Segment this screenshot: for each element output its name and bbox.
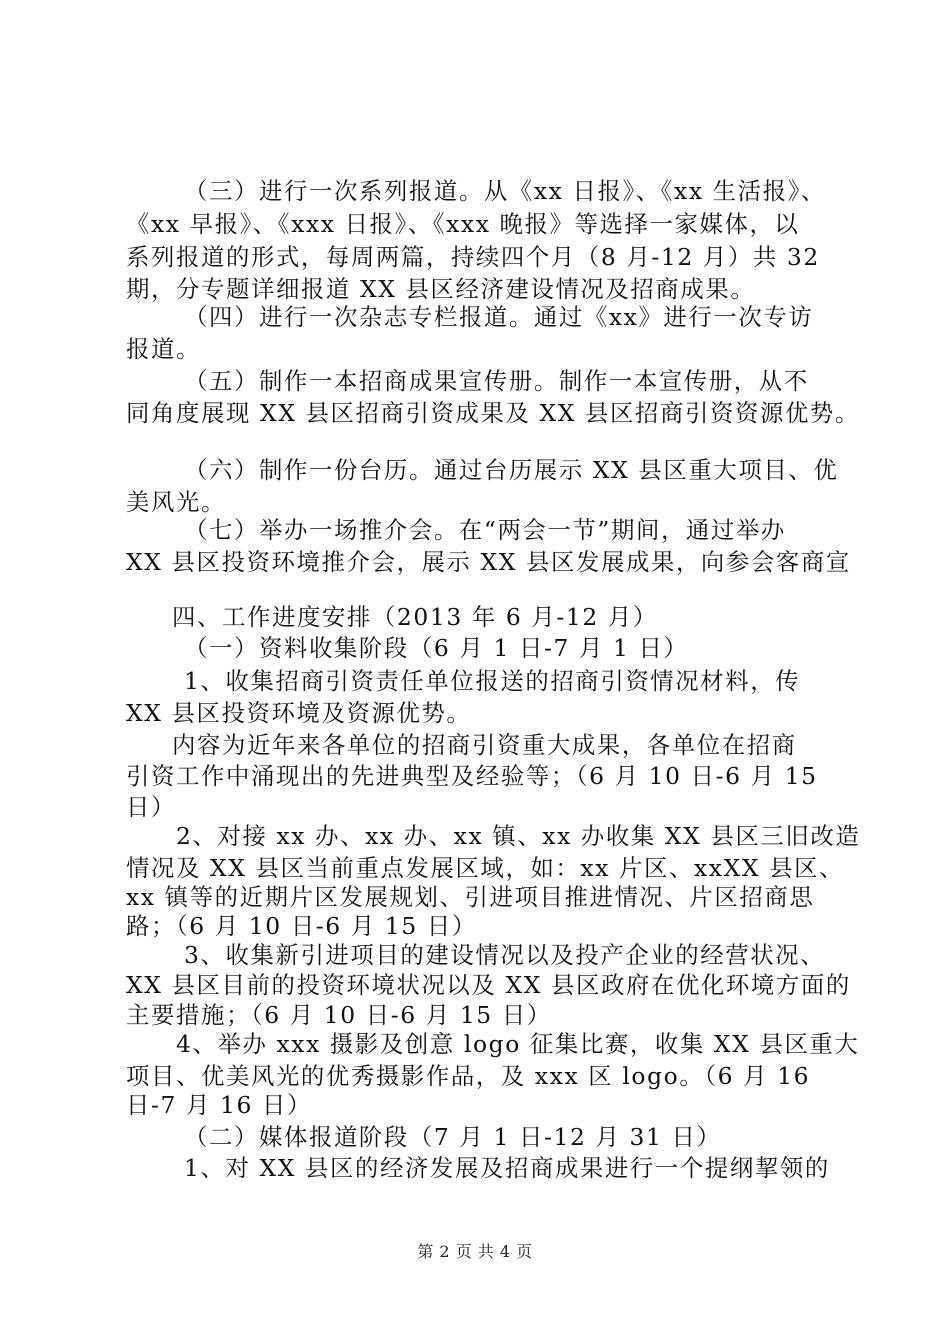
- subsection-heading: （二）媒体报道阶段（7 月 1 日-12 月 31 日）: [184, 1123, 722, 1151]
- paragraph-line: 日-7 月 16 日）: [126, 1091, 313, 1119]
- subsection-heading: （一）资料收集阶段（6 月 1 日-7 月 1 日）: [184, 634, 689, 662]
- paragraph-line: 日）: [126, 793, 176, 821]
- paragraph-line: 引资工作中涌现出的先进典型及经验等；（6 月 10 日-6 月 15: [126, 762, 818, 790]
- section-heading: 四、工作进度安排（2013 年 6 月-12 月）: [172, 603, 658, 631]
- paragraph-line: 2、对接 xx 办、xx 办、xx 镇、xx 办收集 XX 县区三旧改造: [176, 822, 861, 850]
- paragraph-line: 《xx 早报》、《xxx 日报》、《xxx 晚报》等选择一家媒体，以: [126, 210, 800, 238]
- paragraph-line: XX 县区投资环境推介会，展示 XX 县区发展成果，向参会客商宣: [126, 548, 851, 576]
- paragraph-line: 期，分专题详细报道 XX 县区经济建设情况及招商成果。: [126, 275, 756, 303]
- paragraph-line: （三）进行一次系列报道。从《xx 日报》、《xx 生活报》、: [184, 177, 826, 205]
- paragraph-line: （四）进行一次杂志专栏报道。通过《xx》进行一次专访: [184, 303, 814, 331]
- paragraph-line: XX 县区投资环境及资源优势。: [126, 699, 472, 727]
- paragraph-line: 系列报道的形式，每周两篇，持续四个月（8 月-12 月）共 32: [126, 243, 820, 271]
- paragraph-line: 路；（6 月 10 日-6 月 15 日）: [126, 912, 477, 940]
- page-number-footer: 第 2 页 共 4 页: [417, 1242, 533, 1261]
- paragraph-line: 4、举办 xxx 摄影及创意 logo 征集比赛，收集 XX 县区重大: [176, 1030, 860, 1058]
- paragraph-line: 3、收集新引进项目的建设情况以及投产企业的经营状况、: [184, 941, 826, 969]
- paragraph-line: 主要措施；（6 月 10 日-6 月 15 日）: [126, 1001, 552, 1029]
- paragraph-line: 内容为近年来各单位的招商引资重大成果，各单位在招商: [172, 731, 797, 759]
- paragraph-line: （七）举办一场推介会。在“两会一节”期间，通过举办: [184, 516, 786, 544]
- paragraph-line: 1、收集招商引资责任单位报送的招商引资情况材料，传: [184, 667, 801, 695]
- paragraph-line: XX 县区目前的投资环境状况以及 XX 县区政府在优化环境方面的: [126, 971, 851, 999]
- paragraph-line: 同角度展现 XX 县区招商引资成果及 XX 县区招商引资资源优势。: [126, 399, 860, 427]
- paragraph-line: 项目、优美风光的优秀摄影作品，及 xxx 区 logo。（6 月 16: [126, 1062, 811, 1090]
- paragraph-line: （六）制作一份台历。通过台历展示 XX 县区重大项目、优: [184, 456, 839, 484]
- paragraph-line: 美风光。: [126, 488, 226, 516]
- paragraph-line: xx 镇等的近期片区发展规划、引进项目推进情况、片区招商思: [126, 883, 815, 911]
- paragraph-line: （五）制作一本招商成果宣传册。制作一本宣传册，从不: [184, 367, 809, 395]
- paragraph-line: 情况及 XX 县区当前重点发展区域，如：xx 片区、xxXX 县区、: [126, 854, 845, 882]
- paragraph-line: 1、对 XX 县区的经济发展及招商成果进行一个提纲挈领的: [184, 1154, 830, 1182]
- paragraph-line: 报道。: [126, 335, 201, 363]
